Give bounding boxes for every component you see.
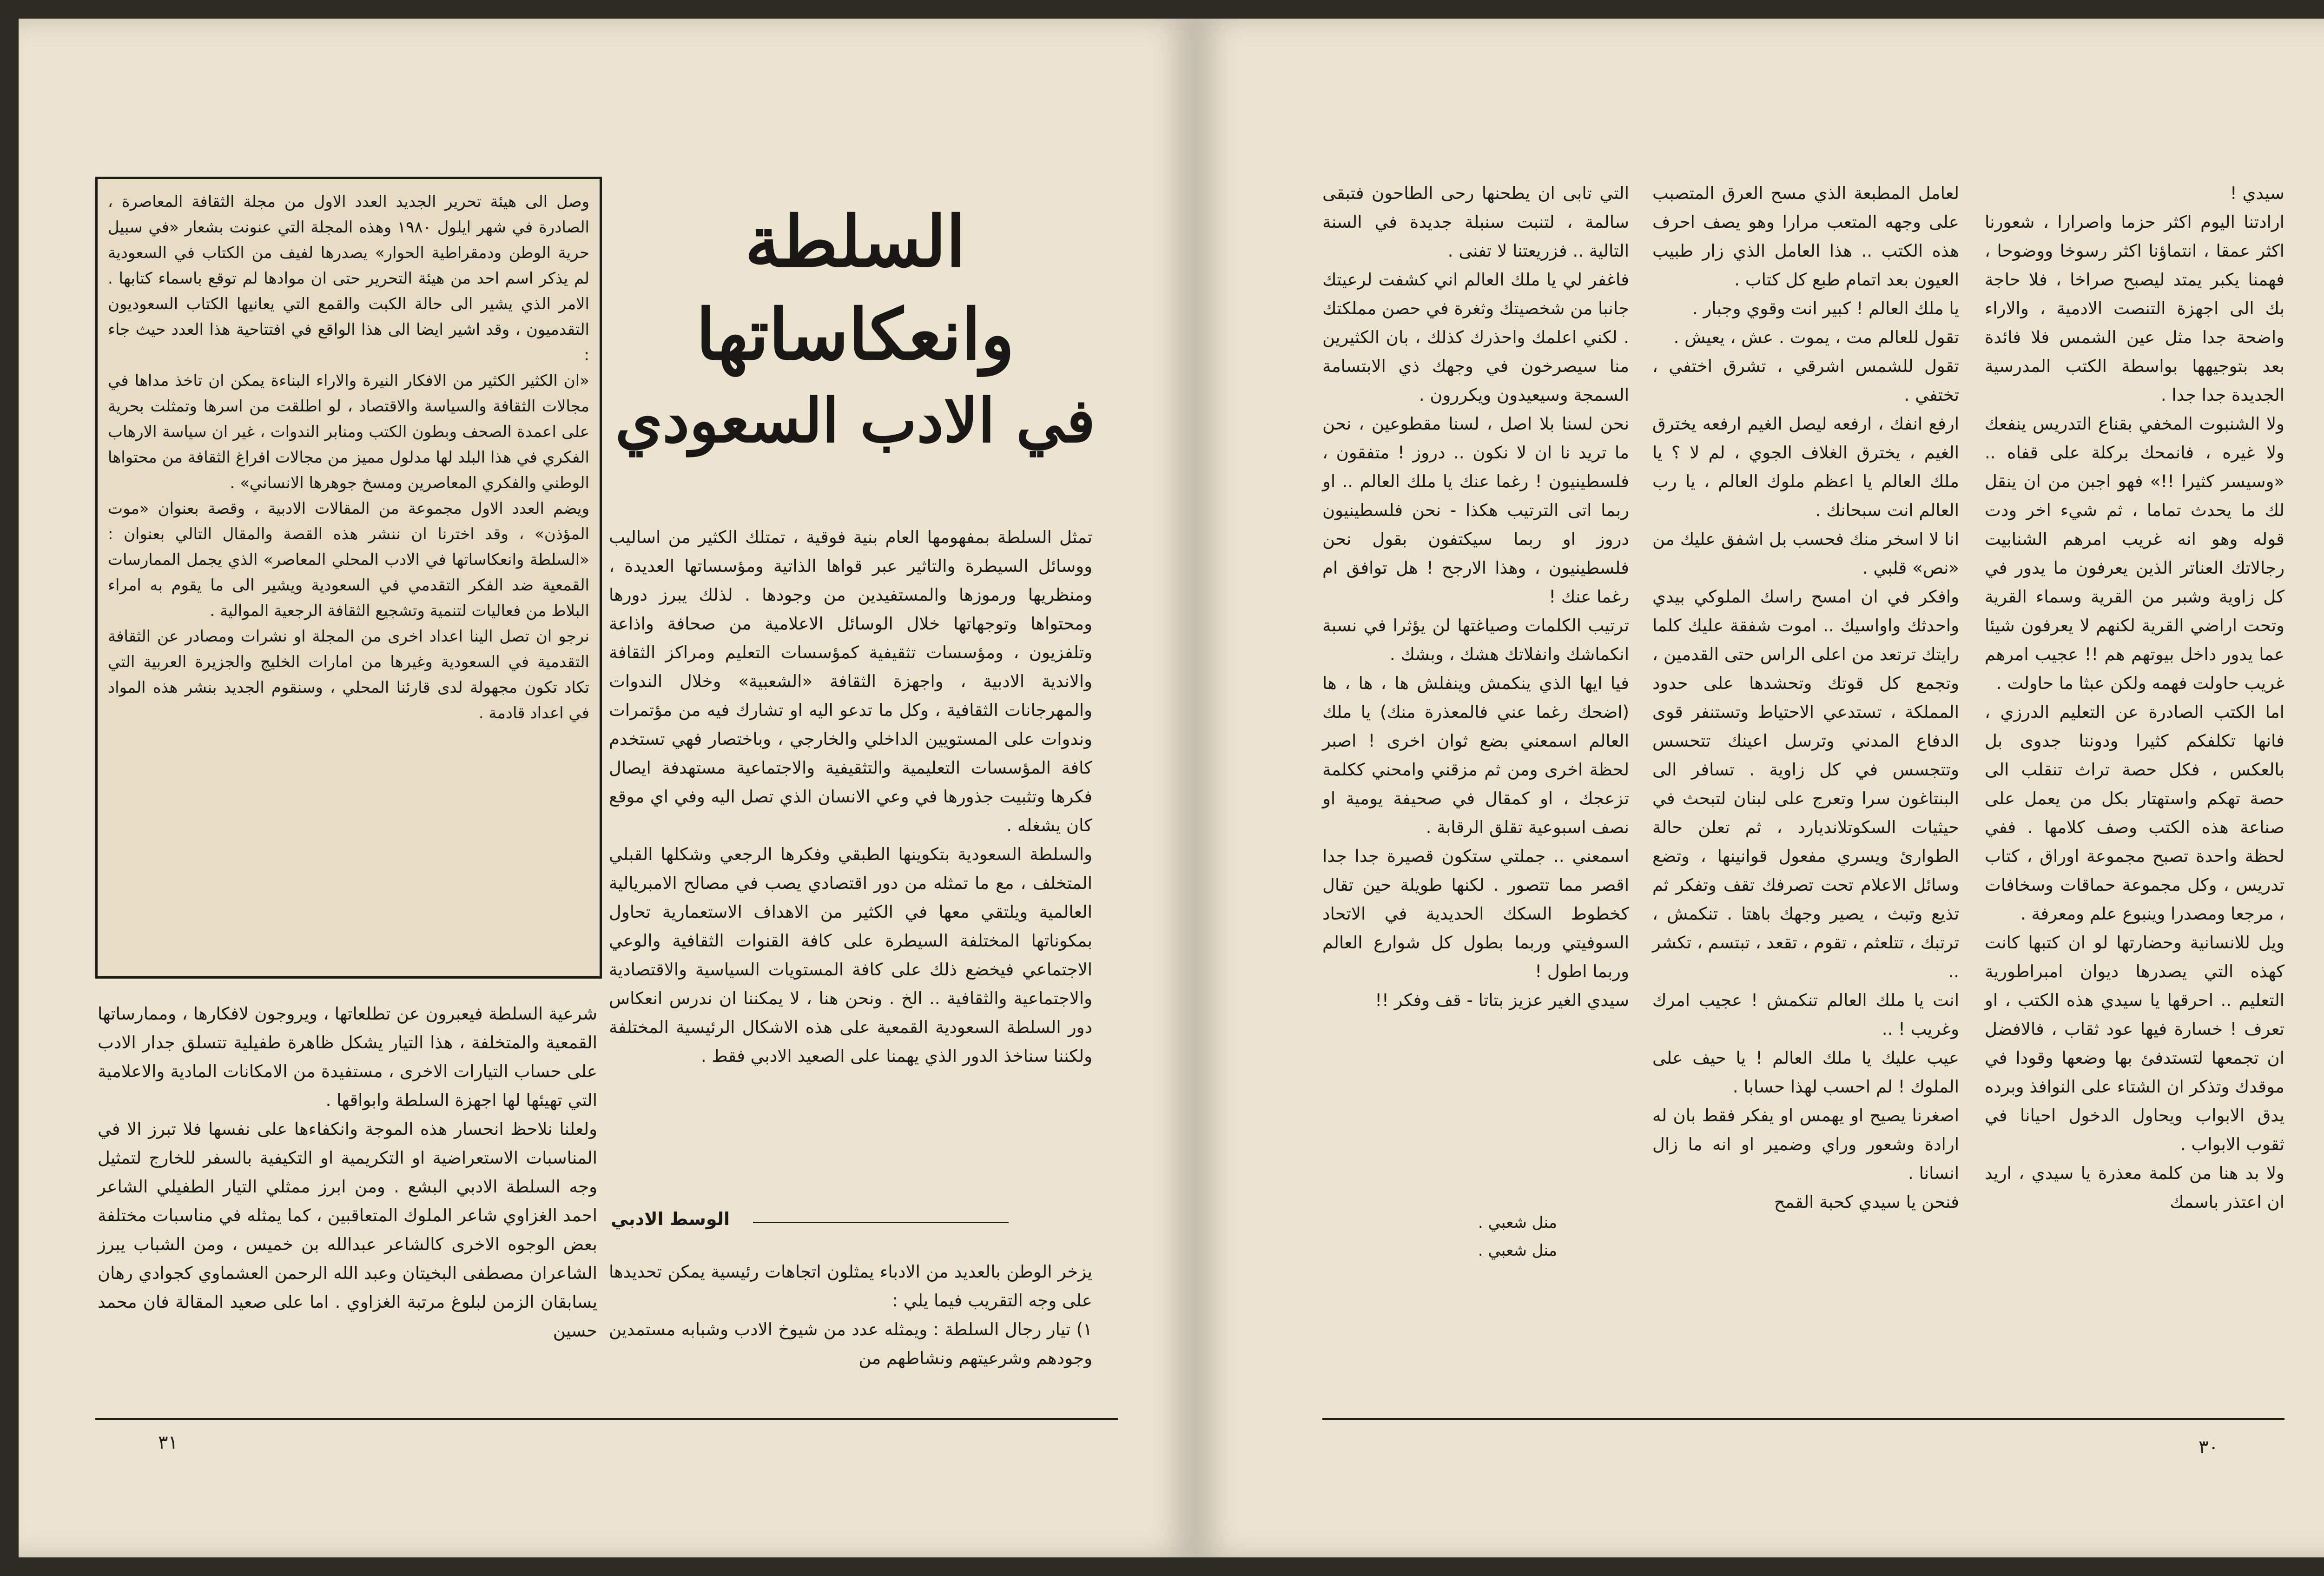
section-body: يزخر الوطن بالعديد من الادباء يمثلون اتجاهات رئيسية يمكن تحديدها على وجه التقريب فيما يلي : ١) تيار رجال السلطة : ويمثله عدد من شيوخ الادب وشبابه مستمدين وجودهم وشرعيتهم ونشاطهم من	[609, 1262, 1092, 1368]
story-column-3: التي تابى ان يطحنها رحى الطاحون فتبقى سالمة ، لتنبت سنبلة جديدة في السنة التالية .. فزريعتنا لا تفنى . فاغفر لي يا ملك العالم اني كشفت لرعيتك جانبا من شخصيتك وثغرة في حصن مملكتك . لكني اعلمك واحذرك كذلك ، بان الكثيرين منا سيصرخون في وجهك ذي الابتسامة السمجة وسيعيدون ويكررون . نحن لسنا بلا اصل ، لسنا مقطوعين ، نحن ما تريد نا ان لا نكون .. دروز ! متفقون ، فلسطينيون ! رغما عنك يا ملك العالم .. او ربما اتى الترتيب هكذا - نحن فلسطينيون دروز او ربما سيكتفون بقول نحن فلسطينيون ، وهذا الارجح ! هل توافق ام رغما عنك ! ترتيب الكلمات وصياغتها لن يؤثرا في نسبة انكماشك وانفلاتك هشك ، وبشك . فيا ايها الذي ينكمش وينفلش ها ، ها ، ها (اضحك رغما عني فالمعذرة منك) يا ملك العالم اسمعني بضع ثوان اخرى ! اصبر لحظة اخرى ومن ثم مزقني وامحني ككلمة تزعجك ، او كمقال في صحيفة يومية او نصف اسبوعية تقلق الرقابة . اسمعني .. جملتي ستكون قصيرة جدا جدا اقصر مما تتصور . لكنها طويلة حين تقال كخطوط السكك الحديدية في الاتحاد السوفيتي وربما بطول كل شوارع العالم وربما اطول ! سيدي الغير عزيز بتاتا - قف وفكر !!	[1322, 183, 1629, 1010]
page-number: ٣١	[158, 1432, 178, 1453]
editorial-note-text: وصل الى هيئة تحرير الجديد العدد الاول من مجلة الثقافة المعاصرة ، الصادرة في شهر ايلول ١٩٨٠ وهذه المجلة التي عنونت بشعار «في سبيل حرية الوطن ودمقراطية الحوار» يصدرها لفيف من الكتاب في السعودية لم يذكر اسم احد من هيئة التحرير حتى ان موادها لم توقع باسماء كتابها . الامر الذي يشير الى حالة الكبت والقمع التي يعانيها الكتاب السعوديون التقدميون ، وقد اشير ايضا الى هذا الواقع في افتتاحية هذا العدد حيث جاء : «ان الكثير الكثير من الافكار النيرة والاراء البناءة يمكن ان تاخذ مداها في مجالات الثقافة والسياسة والاقتصاد ، لو اطلقت من اسرها وتمثلت بحرية على اعمدة الصحف وبطون الكتب ومنابر الندوات ، غير ان سياسة الارهاب الفكري في هذا البلد لها مدلول مميز من مجالات افراغ الثقافة من محتواها الوطني والفكري المعاصرين ومسخ جوهرها الانساني» . ويضم العدد الاول مجموعة من المقالات الادبية ، وقصة بعنوان «موت المؤذن» ، وقد اخترنا ان ننشر هذه القصة والمقال التالي بعنوان : «السلطة وانعكاساتها في الادب المحلي المعاصر» الذي يجمل الممارسات القمعية ضد الفكر التقدمي في السعودية ويشير الى ما يقوم به امراء البلاط من فعاليات لتنمية وتشجيع الثقافة الرجعية الموالية . نرجو ان تصل الينا اعداد اخرى من المجلة او نشرات ومصادر عن الثقافة التقدمية في السعودية وغيرها من امارات الخليج والجزيرة العربية التي تكاد تكون مجهولة لدى قارئنا المحلي ، وسنقوم الجديد بنشر هذه المواد في اعداد قادمة .	[108, 192, 589, 722]
author-signature-2: منل شعبي .	[1478, 1241, 1557, 1260]
story-column-1: سيدي ! ارادتنا اليوم اكثر حزما واصرارا ، شعورنا اكثر عمقا ، انتماؤنا اكثر رسوخا ووضوحا ، فهمنا يكبر يمتد ليصبح صراخا ، فلا حاجة بك الى اجهزة التنصت الادمية ، والاراء واضحة جدا مثل عين الشمس فلا فائدة بعد بتوجيهها بواسطة الكتب المدرسية الجديدة جدا جدا . ولا الشنبوت المخفي بقناع التدريس ينفعك ولا غيره ، فانمحك بركلة على قفاه .. «وسيسر كثيرا !!» فهو اجبن من ان ينقل لك ما يحدث تماما ، ثم شيء اخر ودت قوله وهو انه غريب امرهم الشنابيت رجالاتك العناتر الذين يعرفون ما يدور في كل زاوية وشبر من القرية وسماء القرية وتحت اراضي القرية لكنهم لا يعرفون شيئا عما يدور داخل بيوتهم هم !! عجيب امرهم غريب حاولت فهمه ولكن عبثا ما حاولت . اما الكتب الصادرة عن التعليم الدرزي ، فانها تكلفكم كثيرا ودوننا جدوى بل بالعكس ، فكل حصة تراث تنقلب الى حصة تهكم واستهتار بكل من يعمل على صناعة هذه الكتب وصف كلامها . ففي لحظة واحدة تصبح مجموعة اوراق ، كتاب تدريس ، وكل مجموعة حماقات وسخافات ، مرجعا ومصدرا وينبوع علم ومعرفة . ويل للانسانية وحضارتها لو ان كتبها كانت كهذه التي يصدرها ديوان امبراطورية التعليم .. احرقها يا سيدي هذه الكتب ، او تعرف ! خسارة فيها عود ثقاب ، فالافضل ان تجمعها لتستدفئ بها وضعها وقودا في موقدك وتذكر ان الشتاء على النوافذ وبرده يدق الابواب ويحاول الدخول احيانا في ثقوب الابواب . ولا بد هنا من كلمة معذرة يا سيدي ، اريد ان اعتذر باسمك	[1985, 183, 2284, 1212]
right-page	[1195, 19, 2324, 1557]
section-rule	[753, 1222, 1009, 1223]
author-signature-1: منل شعبي .	[1478, 1213, 1557, 1232]
story-column-2: لعامل المطبعة الذي مسح العرق المتصبب على وجهه المتعب مرارا وهو يصف احرف هذه الكتب .. هذا العامل الذي زار طبيب العيون بعد اتمام طبع كل كتاب . يا ملك العالم ! كبير انت وقوي وجبار . تقول للعالم مت ، يموت . عش ، يعيش . تقول للشمس اشرقي ، تشرق اختفي ، تختفي . ارفع انفك ، ارفعه ليصل الغيم ارفعه يخترق الغيم ، يخترق الغلاف الجوي ، لم لا ؟ يا ملك العالم يا اعظم ملوك العالم ، يا رب العالم انت سبحانك . انا لا اسخر منك فحسب بل اشفق عليك من «نص» قلبي . وافكر في ان امسح راسك الملوكي بيدي واحدثك واواسيك .. اموت شفقة عليك كلما رايتك ترتعد من اعلى الراس حتى القدمين ، وتجمع كل قوتك وتحشدها على حدود المملكة ، تستدعي الاحتياط وتستنفر قوى الدفاع المدني وترسل اعينك تتحسس وتتجسس في كل زاوية . تسافر الى البنتاغون سرا وتعرج على لبنان لتبحث في حيثيات السكوتلانديارد ، ثم تعلن حالة الطوارئ ويسري مفعول قوانينها ، وتضع وسائل الاعلام تحت تصرفك تقف وتفكر ثم تذيع وتبث ، يصير وجهك باهتا . تنكمش ، ترتبك ، تتلعثم ، تقوم ، تقعد ، تبتسم ، تكشر .. انت يا ملك العالم تنكمش ! عجيب امرك وغريب ! .. عيب عليك يا ملك العالم ! يا حيف على الملوك ! لم احسب لهذا حسابا . اصغرنا يصيح او يهمس او يفكر فقط بان له ارادة وشعور وراي وضمير او انه ما زال انسانا . فنحن يا سيدي كحبة القمح	[1652, 183, 1959, 1212]
left-page	[19, 19, 1195, 1557]
title-line-1: السلطة وانعكاساتها	[696, 201, 1015, 376]
article-title	[600, 195, 1111, 460]
page-number: ٣٠	[2199, 1437, 2218, 1458]
footer-rule	[95, 1418, 1118, 1420]
footer-rule	[1322, 1418, 2284, 1420]
article-body-left: شرعية السلطة فيعبرون عن تطلعاتها ، ويروجون لافكارها ، وممارساتها القمعية والمتخلفة ، هذا التيار يشكل ظاهرة طفيلية تتسلق جدار الادب على حساب التيارات الاخرى ، مستفيدة من الامكانات المادية والاعلامية التي تهيئها لها اجهزة السلطة وابواقها . ولعلنا نلاحظ انحسار هذه الموجة وانكفاءها على نفسها فلا تبرز الا في المناسبات الاستعراضية او التكريمية او التكيفية بالسفر للخارج لتمثيل وجه السلطة الادبي البشع . ومن ابرز ممثلي التيار الطفيلي الشاعر احمد الغزاوي شاعر الملوك المتعاقبين ، كما يمثله في مناسبات مختلفة بعض الوجوه الاخرى كالشاعر عبدالله بن خميس ، ومن الشباب يبرز الشاعران مصطفى البخيتان وعبد الله الرحمن العشماوي كجوادي رهان يسابقان الزمن لبلوغ مرتبة الغزاوي . اما على صعيد المقالة فان محمد حسين	[98, 1004, 597, 1341]
title-line-2: في الادب السعودي	[615, 385, 1096, 456]
section-heading: الوسط الادبي	[611, 1209, 730, 1229]
editorial-note-box	[95, 177, 602, 979]
article-body-middle: تمثل السلطة بمفهومها العام بنية فوقية ، تمتلك الكثير من اساليب ووسائل السيطرة والتاثير عبر قواها الذاتية ومؤسساتها العديدة ، ومنظريها ورموزها والمستفيدين من وجودها . لذلك يبرز دورها ومحتواها وتوجهاتها خلال الوسائل الاعلامية من صحافة واذاعة وتلفزيون ، ومؤسسات تثقيفية كمؤسسات التعليم ومراكز الثقافة والاندية الادبية ، واجهزة الثقافة «الشعبية» وخلال الندوات والمهرجانات الثقافية ، وكل ما تدعو اليه او تشارك فيه من مؤتمرات وندوات على المستويين الداخلي والخارجي ، وباختصار فهي تستخدم كافة المؤسسات التعليمية والتثقيفية والاجتماعية مستهدفة ايصال فكرها وتثبيت جذورها في وعي الانسان الذي تصل اليه وفي اي موقع كان يشغله . والسلطة السعودية بتكوينها الطبقي وفكرها الرجعي وشكلها القبلي المتخلف ، مع ما تمثله من دور اقتصادي يصب في مصالح الامبريالية العالمية ويلتقي معها في الكثير من الاهداف الاستعمارية تحاول بمكوناتها المختلفة السيطرة على كافة القنوات الثقافية والوعي الاجتماعي فيخضع ذلك على كافة المستويات السياسية والاقتصادية والاجتماعية والثقافية .. الخ . ونحن هنا ، لا يمكننا ان ندرس انعكاس دور السلطة السعودية القمعية على هذه الاشكال الرئيسية المختلفة ولكننا سناخذ الدور الذي يهمنا على الصعيد الادبي فقط .	[609, 527, 1092, 1066]
